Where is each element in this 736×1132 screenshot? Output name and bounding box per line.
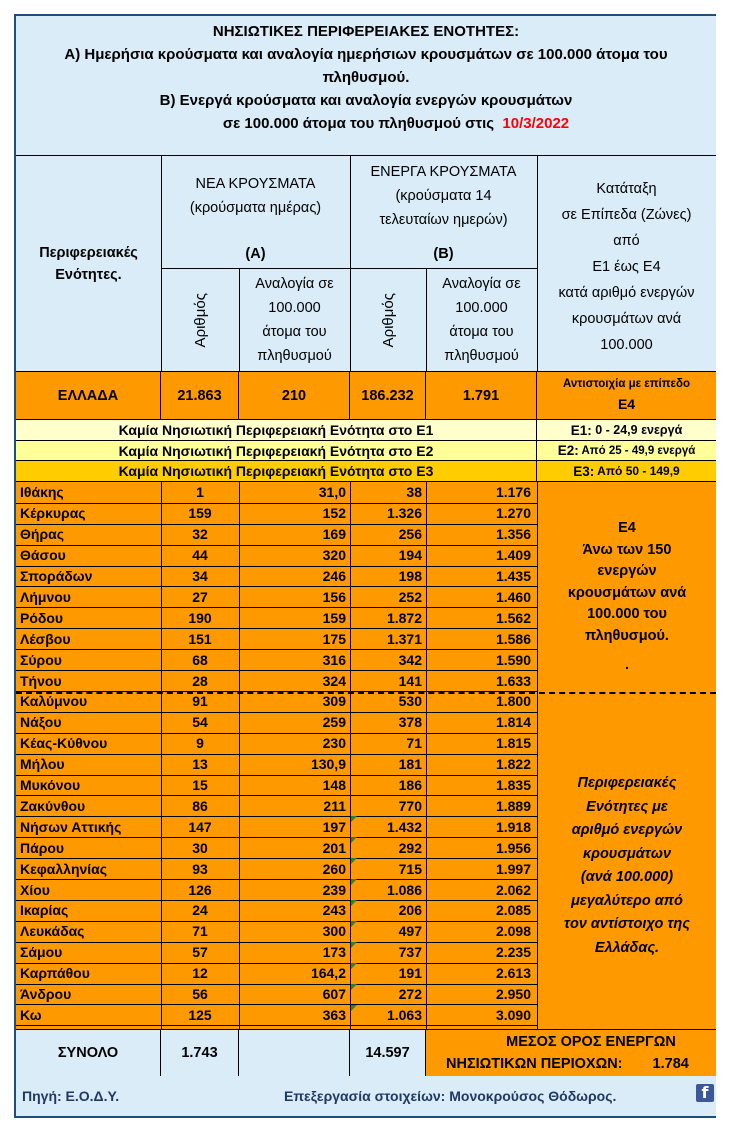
new-cases-cell: 24 — [192, 902, 208, 919]
active-cases-cell: 194 — [398, 547, 422, 564]
new-ratio-cell: 31,0 — [318, 484, 346, 501]
greece-name: ΕΛΛΑΔΑ — [16, 372, 161, 420]
active-ratio-cell: 1.409 — [495, 547, 531, 564]
total-new: 1.743 — [161, 1030, 239, 1076]
greece-active-ratio: 1.791 — [426, 372, 537, 420]
active-cases-cell: 342 — [398, 651, 422, 668]
new-cases-cell: 12 — [192, 965, 208, 982]
ratio-b-l4: πληθυσμού — [444, 348, 519, 364]
new-cases-cell: 86 — [192, 797, 208, 814]
table-row — [16, 503, 537, 525]
new-cases-cell: 32 — [192, 526, 208, 543]
region-name-cell: Ιθάκης — [20, 484, 64, 501]
table-row — [16, 837, 537, 859]
active-cases-title: ΕΝΕΡΓΑ ΚΡΟΥΣΜΑΤΑ — [370, 164, 517, 180]
footer — [16, 1076, 716, 1116]
new-ratio-cell: 130,9 — [310, 756, 346, 773]
greece-new: 21.863 — [161, 372, 239, 420]
ratio-a-l3: άτομα του — [262, 324, 327, 340]
table-row — [16, 921, 537, 943]
active-cases-sub1: (κρούσματα 14 — [395, 188, 492, 204]
region-name-cell: Σάμου — [20, 944, 63, 961]
level-e2-range-text: Από 25 - 49,9 ενεργά — [578, 444, 696, 457]
new-cases-cell: 28 — [192, 672, 208, 689]
table-row — [16, 775, 537, 797]
new-cases-header — [161, 172, 350, 266]
new-cases-cell: 13 — [192, 756, 208, 773]
new-ratio-cell: 320 — [322, 547, 346, 564]
e4-l3: ενεργών — [597, 563, 657, 579]
new-cases-cell: 126 — [188, 881, 212, 898]
greece-note-l2: Ε4 — [617, 396, 636, 412]
active-cases-cell: 530 — [398, 693, 422, 710]
new-cases-cell: 54 — [192, 714, 208, 731]
active-cases-cell: 1.086 — [386, 881, 422, 898]
active-cases-cell: 1.432 — [386, 818, 422, 835]
e4-l6: πληθυσμού. — [585, 627, 669, 644]
table-row — [16, 712, 537, 734]
table-row — [16, 754, 537, 776]
new-ratio-cell: 211 — [323, 797, 346, 814]
comment-marker-icon — [351, 858, 357, 864]
region-name-cell: Μυκόνου — [20, 777, 81, 794]
region-name-cell: Θήρας — [20, 526, 64, 543]
new-ratio-cell: 259 — [322, 714, 346, 731]
region-name-cell: Κέας-Κύθνου — [20, 735, 108, 752]
region-name-cell: Χίου — [20, 881, 50, 898]
active-ratio-cell: 1.176 — [495, 484, 531, 501]
new-ratio-cell: 300 — [322, 923, 346, 940]
level-e1-code: Ε1: — [570, 422, 592, 438]
active-cases-tag: (Β) — [433, 246, 454, 262]
table-row — [16, 524, 537, 546]
table-row — [16, 482, 537, 504]
region-name-cell: Σποράδων — [20, 568, 93, 585]
number-label-a: Αριθμός — [191, 292, 209, 348]
active-cases-cell: 378 — [398, 714, 422, 731]
number-header-b — [350, 268, 426, 372]
active-ratio-cell: 1.997 — [495, 860, 531, 877]
e4-l4: κρουσμάτων ανά — [567, 584, 687, 601]
table-row — [16, 984, 537, 1006]
new-cases-cell: 44 — [192, 547, 208, 564]
e4-box — [538, 518, 716, 677]
new-cases-cell: 190 — [188, 609, 212, 626]
region-name-cell: Μήλου — [20, 756, 65, 773]
table-row — [16, 566, 537, 588]
greece-note-l1: Αντιστοιχία με επίπεδο — [563, 378, 690, 390]
level-row-e3 — [16, 461, 716, 482]
table-row — [16, 1005, 537, 1027]
table-row — [16, 691, 537, 713]
active-ratio-cell: 1.590 — [495, 651, 531, 668]
facebook-icon[interactable]: f — [696, 1084, 714, 1102]
title-date-text: σε 100.000 άτομα του πληθυσμού στις — [222, 115, 495, 132]
title-block — [16, 16, 716, 156]
region-name-cell: Άνδρου — [20, 986, 72, 1003]
new-ratio-cell: 260 — [322, 860, 346, 877]
comparison-l5: (ανά 100.000) — [580, 869, 674, 885]
average-label: ΝΗΣΙΩΤΙΚΩΝ ΠΕΡΙΟΧΩΝ: — [446, 1056, 623, 1072]
table-row — [16, 545, 537, 567]
title-line-4: Β) Ενεργά κρούσματα και αναλογία ενεργών κρουσμάτων — [159, 92, 573, 109]
level-e3-range — [537, 461, 716, 481]
active-cases-cell: 141 — [398, 672, 422, 689]
average-value: 1.784 — [652, 1056, 689, 1072]
active-ratio-cell: 1.800 — [495, 693, 531, 710]
new-cases-cell: 27 — [192, 588, 208, 605]
table-row — [16, 963, 537, 985]
total-row — [16, 1029, 716, 1076]
ratio-b-l2: 100.000 — [455, 300, 508, 316]
new-cases-cell: 30 — [192, 839, 208, 856]
number-label-b: Αριθμός — [379, 292, 397, 348]
active-ratio-cell: 2.950 — [495, 986, 531, 1003]
new-cases-cell: 125 — [188, 1006, 212, 1023]
new-ratio-cell: 316 — [322, 651, 346, 668]
level-e3-code: Ε3: — [573, 463, 595, 479]
new-ratio-cell: 201 — [322, 839, 346, 856]
number-header-a — [161, 268, 239, 372]
active-cases-cell: 181 — [398, 756, 422, 773]
greece-active: 186.232 — [350, 372, 426, 420]
active-ratio-cell: 1.814 — [495, 714, 531, 731]
comparison-l3: αριθμό ενεργών — [571, 822, 683, 838]
greece-new-ratio: 210 — [239, 372, 350, 420]
active-ratio-cell: 1.956 — [495, 839, 531, 856]
active-ratio-cell: 1.562 — [495, 609, 531, 626]
active-ratio-cell: 1.356 — [495, 526, 531, 543]
region-column-label: Περιφερειακές Ενότητες. — [39, 245, 138, 283]
region-column-header — [16, 156, 161, 372]
new-ratio-cell: 239 — [322, 881, 346, 898]
new-ratio-cell: 169 — [322, 526, 346, 543]
level-e2-code: Ε2: — [557, 443, 579, 458]
region-name-cell: Κω — [20, 1006, 42, 1023]
level-e2-text: Καμία Νησιωτική Περιφερειακή Ενότητα στο Ε2 — [16, 441, 537, 460]
title-line-1: ΝΗΣΙΩΤΙΚΕΣ ΠΕΡΙΦΕΡΕΙΑΚΕΣ ΕΝΟΤΗΤΕΣ: — [212, 23, 520, 40]
active-cases-cell: 272 — [398, 986, 422, 1003]
comment-marker-icon — [351, 984, 357, 990]
new-cases-cell: 57 — [192, 944, 208, 961]
data-divider-2 — [239, 482, 240, 1029]
title-line-5 — [16, 112, 716, 135]
active-cases-cell: 252 — [398, 588, 422, 605]
active-ratio-cell: 1.270 — [495, 505, 531, 522]
active-cases-header — [350, 160, 537, 266]
level-e3-text: Καμία Νησιωτική Περιφερειακή Ενότητα στο Ε3 — [16, 461, 537, 481]
comment-marker-icon — [351, 816, 357, 822]
table-row — [16, 900, 537, 922]
region-name-cell: Λευκάδας — [20, 923, 85, 940]
region-name-cell: Πάρου — [20, 839, 65, 856]
table-row — [16, 607, 537, 629]
new-cases-cell: 91 — [192, 693, 208, 710]
level-e3-range-text: Από 50 - 149,9 — [594, 464, 680, 478]
table-row — [16, 816, 537, 838]
region-name-cell: Ζακύνθου — [20, 797, 86, 814]
active-ratio-cell: 1.822 — [495, 756, 531, 773]
new-ratio-cell: 152 — [322, 505, 346, 522]
comparison-l8: Ελλάδας. — [594, 939, 660, 956]
comment-marker-icon — [351, 837, 357, 843]
active-cases-cell: 770 — [398, 797, 422, 814]
ratio-a-l4: πληθυσμού — [257, 348, 332, 364]
active-ratio-cell: 2.235 — [495, 944, 531, 961]
zone-l7: 100.000 — [600, 337, 653, 353]
new-ratio-cell: 197 — [322, 818, 346, 835]
region-name-cell: Σύρου — [20, 651, 62, 668]
comparison-l1: Περιφερειακές — [577, 775, 677, 791]
active-ratio-cell: 2.062 — [495, 881, 531, 898]
new-cases-tag: (Α) — [245, 246, 266, 262]
zone-header — [537, 176, 716, 358]
comparison-box — [538, 772, 716, 960]
region-name-cell: Ικαρίας — [20, 902, 69, 919]
new-ratio-cell: 173 — [322, 944, 346, 961]
new-ratio-cell: 607 — [322, 986, 346, 1003]
total-active: 14.597 — [350, 1030, 426, 1076]
comment-marker-icon — [351, 879, 357, 885]
region-name-cell: Νάξου — [20, 714, 62, 731]
new-ratio-cell: 148 — [322, 777, 346, 794]
active-ratio-cell: 3.090 — [495, 1006, 531, 1023]
active-cases-cell: 1.872 — [386, 609, 422, 626]
active-cases-cell: 1.063 — [386, 1006, 422, 1023]
comment-marker-icon — [351, 1005, 357, 1011]
zone-l3: από — [613, 233, 640, 249]
active-cases-cell: 715 — [398, 860, 422, 877]
new-ratio-cell: 164,2 — [310, 965, 346, 982]
new-cases-cell: 93 — [192, 860, 208, 877]
data-divider-4 — [426, 482, 427, 1029]
region-name-cell: Θάσου — [20, 547, 66, 564]
active-cases-sub2: τελευταίων ημερών) — [379, 212, 508, 228]
new-ratio-cell: 324 — [322, 672, 346, 689]
title-line-2: Α) Ημερήσια κρούσματα και αναλογία ημερήσιων κρουσμάτων σε 100.000 άτομα του — [64, 46, 668, 63]
new-ratio-cell: 175 — [322, 630, 346, 647]
active-cases-cell: 186 — [398, 777, 422, 794]
greece-note — [537, 372, 716, 420]
dashed-separator — [16, 692, 716, 694]
e4-l1: Ε4 — [618, 520, 636, 536]
e4-l2: Άνω των 150 — [582, 541, 672, 558]
greece-row — [16, 372, 716, 420]
total-new-ratio — [239, 1030, 350, 1076]
new-ratio-cell: 246 — [322, 568, 346, 585]
data-divider-1 — [161, 482, 162, 1029]
region-name-cell: Λήμνου — [20, 588, 71, 605]
region-name-cell: Τήνου — [20, 672, 62, 689]
comment-marker-icon — [351, 921, 357, 927]
region-name-cell: Κέρκυρας — [20, 505, 86, 522]
new-ratio-cell: 159 — [322, 609, 346, 626]
comment-marker-icon — [351, 963, 357, 969]
active-ratio-cell: 1.835 — [495, 777, 531, 794]
level-e1-text: Καμία Νησιωτική Περιφερειακή Ενότητα στο Ε1 — [16, 420, 537, 440]
table-row — [16, 858, 537, 880]
zone-l5: κατά αριθμό ενεργών — [558, 285, 695, 301]
new-cases-cell: 34 — [192, 568, 208, 585]
active-ratio-cell: 1.889 — [495, 797, 531, 814]
new-cases-cell: 68 — [192, 651, 208, 668]
new-ratio-cell: 363 — [322, 1006, 346, 1023]
comparison-l2: Ενότητες με — [586, 798, 668, 815]
region-name-cell: Καρπάθου — [20, 965, 90, 982]
table-row — [16, 733, 537, 755]
ratio-a-l1: Αναλογία σε — [255, 276, 334, 292]
zone-l6: κρουσμάτων ανά — [571, 311, 682, 327]
new-cases-cell: 71 — [192, 923, 208, 940]
region-name-cell: Νήσων Αττικής — [20, 818, 122, 835]
active-cases-cell: 292 — [398, 839, 422, 856]
table-row — [16, 670, 537, 692]
active-cases-cell: 497 — [398, 923, 422, 940]
comment-marker-icon — [351, 900, 357, 906]
ratio-b-l1: Αναλογία σε — [442, 276, 521, 292]
zone-l2: σε Επίπεδα (Ζώνες) — [561, 207, 692, 223]
table-row — [16, 796, 537, 818]
average-l1: ΜΕΣΟΣ ΟΡΟΣ ΕΝΕΡΓΩΝ — [506, 1034, 676, 1050]
level-e1-range-text: 0 - 24,9 ενεργά — [591, 423, 683, 437]
footer-source: Πηγή: Ε.Ο.Δ.Υ. — [22, 1088, 120, 1104]
active-cases-cell: 737 — [398, 944, 422, 961]
average-box — [426, 1030, 716, 1076]
region-name-cell: Κεφαλληνίας — [20, 860, 108, 877]
active-ratio-cell: 2.085 — [495, 902, 531, 919]
footer-credit: Επεξεργασία στοιχείων: Μονοκρούσος Θόδωρος. — [284, 1088, 617, 1104]
region-name-cell: Λέσβου — [20, 630, 71, 647]
active-ratio-cell: 1.815 — [495, 735, 531, 752]
data-divider-3 — [350, 482, 351, 1029]
level-e1-range — [537, 420, 716, 440]
zone-l4: Ε1 έως Ε4 — [592, 259, 661, 275]
active-cases-cell: 38 — [406, 484, 422, 501]
total-label: ΣΥΝΟΛΟ — [16, 1030, 161, 1076]
new-ratio-cell: 243 — [322, 902, 346, 919]
new-ratio-cell: 309 — [322, 693, 346, 710]
active-cases-cell: 1.326 — [386, 505, 422, 522]
new-cases-cell: 147 — [188, 818, 212, 835]
title-line-3: πληθυσμού. — [322, 69, 410, 86]
comparison-l7: τον αντίστοιχο της — [564, 916, 690, 932]
comparison-l4: κρουσμάτων — [582, 845, 672, 862]
zone-l1: Κατάταξη — [596, 181, 657, 197]
active-ratio-cell: 1.633 — [495, 672, 531, 689]
e4-l5: 100.000 του — [587, 606, 667, 622]
ratio-header-b — [426, 272, 537, 368]
level-e2-range — [537, 441, 716, 460]
active-ratio-cell: 2.613 — [495, 965, 531, 982]
new-cases-subtitle: (κρούσματα ημέρας) — [189, 200, 322, 216]
new-cases-title: ΝΕΑ ΚΡΟΥΣΜΑΤΑ — [195, 176, 316, 192]
table-row — [16, 942, 537, 964]
table-row — [16, 649, 537, 671]
level-row-e2 — [16, 441, 716, 461]
ratio-a-l2: 100.000 — [268, 300, 321, 316]
active-cases-cell: 206 — [398, 902, 422, 919]
active-ratio-cell: 1.435 — [495, 568, 531, 585]
active-cases-cell: 1.371 — [386, 630, 422, 647]
new-cases-cell: 159 — [188, 505, 212, 522]
new-cases-cell: 15 — [192, 777, 208, 794]
new-cases-cell: 151 — [188, 630, 212, 647]
active-cases-cell: 191 — [398, 965, 422, 982]
active-ratio-cell: 1.586 — [495, 630, 531, 647]
comparison-l6: μεγαλύτερο από — [571, 892, 683, 909]
new-cases-cell: 56 — [192, 986, 208, 1003]
region-name-cell: Καλύμνου — [20, 693, 88, 710]
new-cases-cell: 9 — [196, 735, 204, 752]
active-cases-cell: 198 — [398, 568, 422, 585]
table-row — [16, 628, 537, 650]
ratio-header-a — [239, 272, 350, 368]
active-ratio-cell: 1.460 — [495, 588, 531, 605]
new-ratio-cell: 156 — [322, 588, 346, 605]
active-ratio-cell: 2.098 — [495, 923, 531, 940]
average-l2 — [426, 1053, 716, 1075]
table-row — [16, 879, 537, 901]
new-ratio-cell: 230 — [322, 735, 346, 752]
table-row — [16, 587, 537, 609]
ratio-b-l3: άτομα του — [449, 324, 514, 340]
e4-l7: . — [624, 657, 630, 673]
comment-marker-icon — [351, 942, 357, 948]
region-name-cell: Ρόδου — [20, 609, 64, 626]
active-cases-cell: 71 — [406, 735, 422, 752]
title-date: 10/3/2022 — [502, 115, 570, 132]
new-cases-cell: 1 — [196, 484, 204, 501]
level-row-e1 — [16, 420, 716, 441]
active-cases-cell: 256 — [398, 526, 422, 543]
active-ratio-cell: 1.918 — [495, 818, 531, 835]
